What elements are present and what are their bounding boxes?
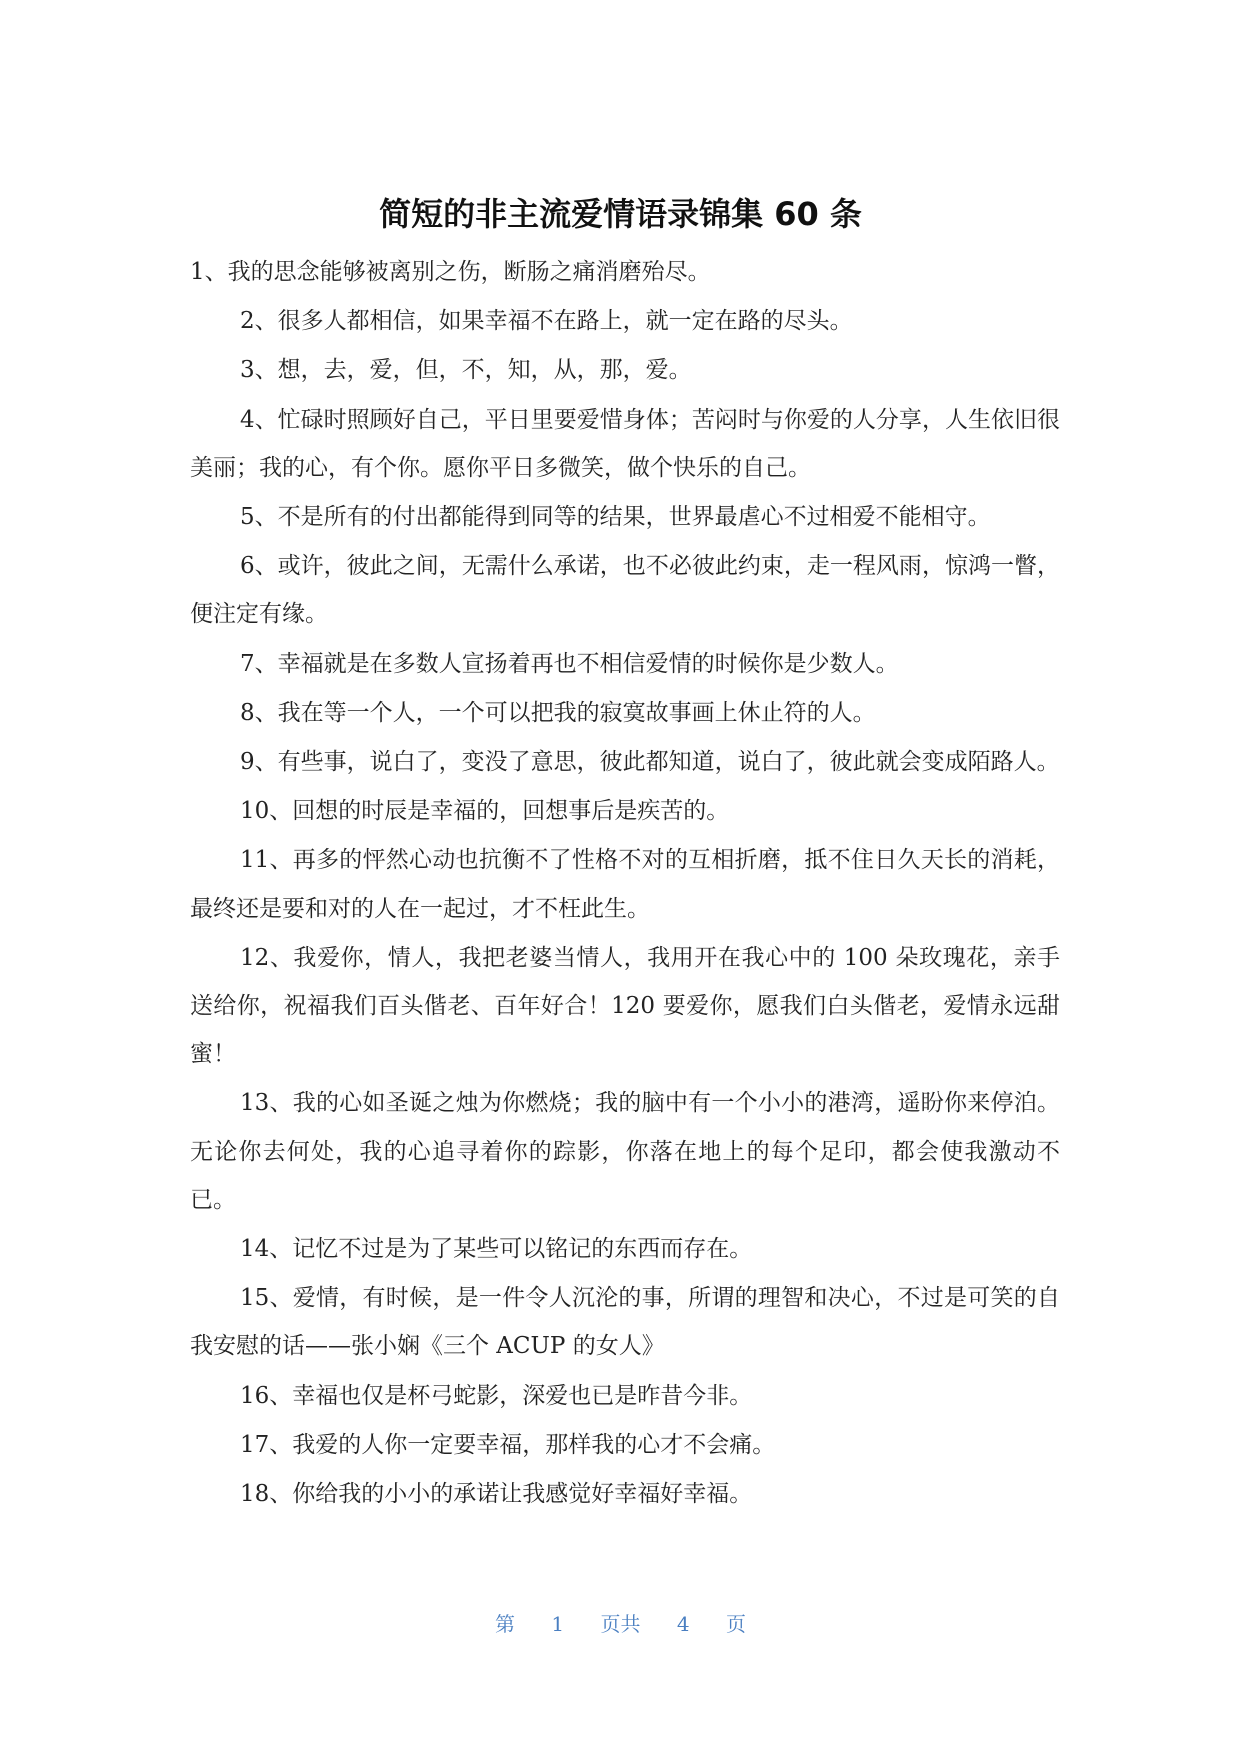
paragraph: 11、再多的怦然心动也抗衡不了性格不对的互相折磨，抵不住日久天长的消耗，最终还是要和对的人在一起过，才不枉此生。 bbox=[190, 847, 1060, 922]
paragraph: 12、我爱你，情人，我把老婆当情人，我用开在我心中的 100 朵玫瑰花，亲手送给你，祝福我们百头偕老、百年好合！120 要爱你，愿我们白头偕老，爱情永远甜蜜！ bbox=[190, 944, 1060, 1068]
footer-middle: 页共 bbox=[600, 1612, 641, 1636]
paragraph: 1、我的思念能够被离别之伤，断肠之痛消磨殆尽。 bbox=[190, 259, 711, 285]
paragraph: 5、不是所有的付出都能得到同等的结果，世界最虐心不过相爱不能相守。 bbox=[240, 504, 991, 531]
paragraph: 6、或许，彼此之间，无需什么承诺，也不必彼此约束，走一程风雨，惊鸿一瞥，便注定有缘。 bbox=[190, 553, 1060, 628]
paragraph: 14、记忆不过是为了某些可以铭记的东西而存在。 bbox=[240, 1236, 753, 1263]
page-footer bbox=[0, 1608, 1241, 1637]
footer-total-pages: 4 bbox=[676, 1612, 690, 1636]
paragraph: 3、想，去，爱，但，不，知，从，那，爱。 bbox=[240, 357, 692, 384]
paragraph: 13、我的心如圣诞之烛为你燃烧；我的脑中有一个小小的港湾，遥盼你来停泊。无论你去何处，我的心追寻着你的踪影，你落在地上的每个足印，都会使我激动不已。 bbox=[190, 1090, 1060, 1213]
document-body bbox=[190, 248, 1060, 1519]
paragraph: 8、我在等一个人，一个可以把我的寂寞故事画上休止符的人。 bbox=[240, 699, 876, 726]
footer-suffix: 页 bbox=[725, 1612, 746, 1636]
paragraph: 18、你给我的小小的承诺让我感觉好幸福好幸福。 bbox=[240, 1481, 753, 1508]
paragraph: 17、我爱的人你一定要幸福，那样我的心才不会痛。 bbox=[240, 1431, 776, 1458]
paragraph: 2、很多人都相信，如果幸福不在路上，就一定在路的尽头。 bbox=[240, 308, 853, 335]
document-title: 简短的非主流爱情语录锦集 60 条 bbox=[379, 195, 862, 233]
paragraph: 16、幸福也仅是杯弓蛇影，深爱也已是昨昔今非。 bbox=[240, 1382, 753, 1409]
paragraph: 7、幸福就是在多数人宣扬着再也不相信爱情的时候你是少数人。 bbox=[240, 650, 899, 677]
footer-prefix: 第 bbox=[495, 1612, 516, 1636]
paragraph: 15、爱情，有时候，是一件令人沉沦的事，所谓的理智和决心，不过是可笑的自我安慰的话——张小娴《三个 ACUP 的女人》 bbox=[190, 1285, 1060, 1360]
paragraph: 4、忙碌时照顾好自己，平日里要爱惜身体；苦闷时与你爱的人分享，人生依旧很美丽；我的心，有个你。愿你平日多微笑，做个快乐的自己。 bbox=[190, 406, 1060, 481]
paragraph: 9、有些事，说白了，变没了意思，彼此都知道，说白了，彼此就会变成陌路人。 bbox=[240, 749, 1060, 776]
footer-current-page: 1 bbox=[551, 1612, 565, 1636]
paragraph: 10、回想的时辰是幸福的，回想事后是疾苦的。 bbox=[240, 798, 730, 825]
